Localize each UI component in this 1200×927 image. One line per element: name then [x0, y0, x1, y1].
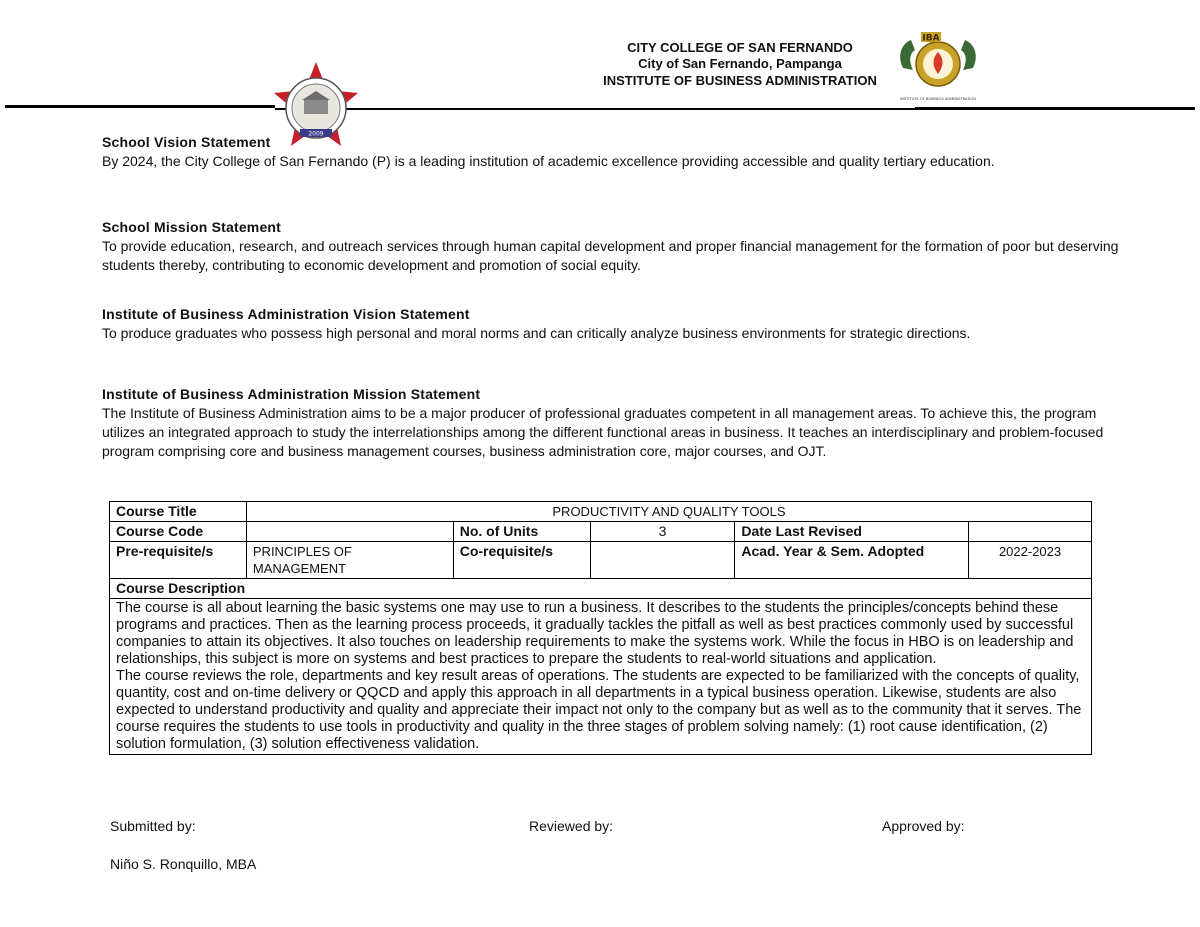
submitted-by-label: Submitted by: [110, 818, 196, 834]
units-label: No. of Units [453, 522, 590, 542]
coreq-value [590, 542, 735, 579]
school-vision [102, 130, 1132, 171]
institute-seal-logo [893, 28, 983, 104]
table-row [110, 599, 1092, 755]
header-rule-left [5, 105, 275, 108]
course-code-label: Course Code [110, 522, 247, 542]
course-code-value [246, 522, 453, 542]
coreq-label: Co-requisite/s [453, 542, 590, 579]
college-name: CITY COLLEGE OF SAN FERNANDO [627, 40, 853, 55]
institute-mission [102, 385, 1132, 461]
college-city: City of San Fernando, Pampanga [638, 56, 842, 71]
institute-name: INSTITUTE OF BUSINESS ADMINISTRATION [603, 73, 877, 88]
reviewed-by-label: Reviewed by: [529, 818, 614, 834]
course-description [110, 599, 1092, 755]
approved-by-label: Approved by: [882, 818, 965, 834]
prereq-label: Pre-requisite/s [110, 542, 247, 579]
section-body: To provide education, research, and outreach services through human capital development and proper financial management for the formation of poor but deserving students thereby, contributing to economic development and promotion of social equity. [102, 238, 1119, 273]
course-title-value: PRODUCTIVITY AND QUALITY TOOLS [246, 502, 1091, 522]
section-heading: School Mission Statement [102, 219, 282, 235]
table-row [110, 522, 1092, 542]
header-rule-middle [275, 108, 915, 110]
acad-year-label: Acad. Year & Sem. Adopted [735, 542, 969, 579]
date-revised-value [969, 522, 1092, 542]
course-title-label: Course Title [110, 502, 247, 522]
submitter-name: Niño S. Ronquillo, MBA [110, 856, 257, 872]
seal-caption: INSTITUTE OF BUSINESS ADMINISTRATION [900, 97, 976, 101]
seal-abbrev: IBA [922, 33, 940, 44]
section-heading: Institute of Business Administration Vision Statement [102, 306, 470, 322]
section-heading: Institute of Business Administration Mission Statement [102, 386, 481, 402]
table-row [110, 502, 1092, 522]
header-rule-right [915, 107, 1195, 110]
description-paragraph: The course is all about learning the basic systems one may use to run a business. It describes to the students the principles/concepts behind these programs and practices. Then as the learning process proceeds, it gradually tackles the pitfall as well as best practices commonly used by successful companies to attain its objectives. It also touches on leadership requirements to make the systems work. While the focus in HBO is on leadership and relationships, this subject is more on systems and best practices to prepare the students to real-world situations and application. [116, 600, 1074, 667]
units-value: 3 [590, 522, 735, 542]
institute-vision [102, 305, 1132, 343]
table-row [110, 542, 1092, 579]
section-body: To produce graduates who possess high personal and moral norms and can critically analyze business environments for strategic directions. [102, 325, 971, 341]
course-description-label: Course Description [110, 579, 1092, 599]
prereq-value: PRINCIPLES OF MANAGEMENT [246, 542, 453, 579]
section-body: The Institute of Business Administration aims to be a major producer of professional graduates competent in all management areas. To achieve this, the program utilizes an integrated approach to study the interrelationships among the different functional areas in business. It teaches an interdisciplinary and problem-focused program comprising core and business management courses, business administration core, major courses, and OJT. [102, 405, 1104, 459]
date-revised-label: Date Last Revised [735, 522, 969, 542]
seal-year: 2009 [308, 130, 324, 138]
course-info-table [109, 501, 1092, 755]
table-row [110, 579, 1092, 599]
description-paragraph: The course reviews the role, departments and key result areas of operations. The students are expected to be familiarized with the concepts of quality, quantity, cost and on-time delivery or QQCD and apply this approach in all departments in a typical business operation. Likewise, students are also expected to understand productivity and quality and appreciate their impact not only to the company but as well as to the community that it serves. The course requires the students to use tools in productivity and quality in the three stages of problem solving namely: (1) root cause identification, (2) solution formulation, (3) solution effectiveness validation. [116, 668, 1082, 752]
acad-year-value: 2022-2023 [969, 542, 1092, 579]
school-mission [102, 218, 1132, 275]
section-body: By 2024, the City College of San Fernando (P) is a leading institution of academic excellence providing accessible and quality tertiary education. [102, 153, 995, 169]
section-heading: School Vision Statement [102, 134, 271, 150]
